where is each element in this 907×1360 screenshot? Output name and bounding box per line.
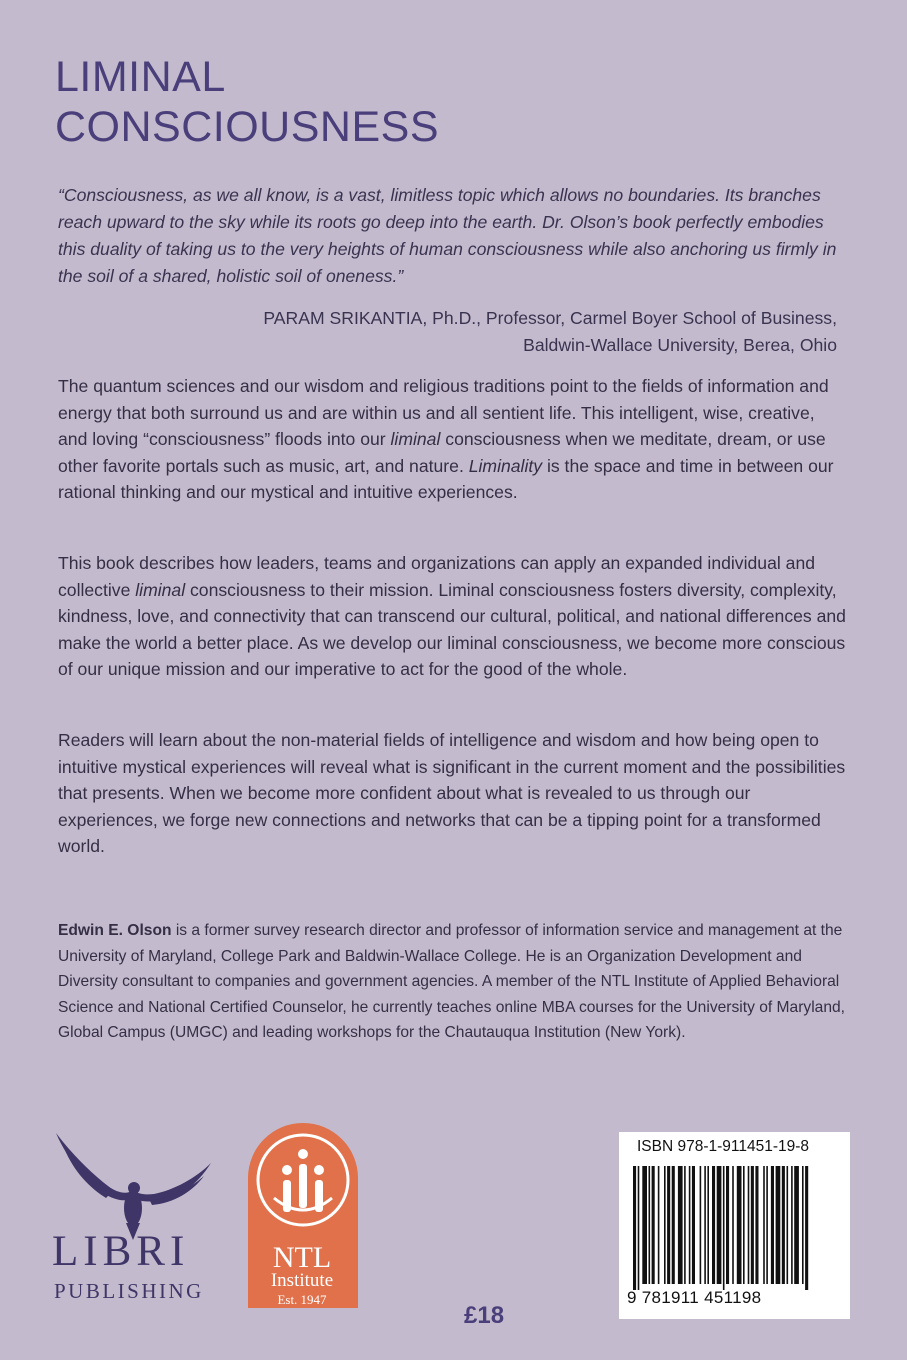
author-bio-text: is a former survey research director and professor of information service and management at the University of Maryland, College Park and Baldwin-Wallace College. He is an Organization Development and Diversity consultant to companies and government agencies. A member of the NTL Institute of Applied Behavioral Science and National Certified Counselor, he currently teaches online MBA courses for the University of Maryland, Global Campus (UMGC) and leading workshops for the Chautauqua Institution (New York). [58,922,846,1041]
publisher-subtitle: PUBLISHING [54,1279,204,1303]
barcode-bar [689,1166,691,1284]
barcode-bar [771,1166,774,1284]
barcode-bar [704,1166,706,1284]
barcode-bar [751,1166,754,1284]
barcode-bar [672,1166,675,1284]
publisher-name: LIBRI [52,1228,190,1275]
price: £18 [464,1302,505,1329]
barcode-bar [700,1166,702,1284]
barcode-bar [737,1166,742,1284]
barcode-bar [755,1166,758,1284]
barcode-bar [723,1166,725,1290]
p1-emphasis-liminal: liminal [390,429,441,449]
title-line-2: CONSCIOUSNESS [55,103,440,151]
isbn-barcode [619,1132,850,1319]
attribution-line-2: Baldwin-Wallace University, Berea, Ohio [523,335,837,355]
description-paragraph-2 [58,550,848,683]
barcode-bar [787,1166,789,1284]
barcode-bar [766,1166,768,1284]
description-paragraph-3: Readers will learn about the non-material fields of intelligence and wisdom and how being open to intuitive mystical experiences will reveal what is significant in the current moment and the possibilities that presents. When we become more confident about what is revealed to us through our experiences, we forge new connections and networks that can be a tipping point for a transformed world. [58,730,846,856]
description-paragraph-1 [58,373,848,506]
p1-text-c: is the space and time in between our rational thinking and our mystical and intuitive experiences. [58,455,834,502]
endorsement-quote: “Consciousness, as we all know, is a vast, limitless topic which allows no boundaries. Its branches reach upward to the sky while its roots go deep into the earth. Dr. Olson’s book perfectly embodies this duality of taking us to the very heights of human consciousness while also anchoring us firmly in the soil of a shared, holistic soil of oneness.” [58,185,837,286]
ntl-established: Est. 1947 [277,1292,327,1307]
barcode-bar [658,1166,660,1284]
quote-attribution [263,305,837,359]
barcode-bar [791,1166,793,1284]
barcode-bar [638,1166,640,1290]
title-line-1: LIMINAL [55,53,226,101]
author-name: Edwin E. Olson [58,922,172,939]
barcode-bar [748,1166,750,1284]
barcode-bar [717,1166,722,1284]
barcode-bar [732,1166,734,1284]
p2-text-b: consciousness to their mission. Liminal consciousness fosters diversity, complexity, kindness, love, and connectivity that can transcend our cultural, political, and national differences and make the world a better place. As we develop our liminal consciousness, we become more conscious of our unique mission and our imperative to act for the good of the whole. [58,579,846,679]
p2-text-a: This book describes how leaders, teams and organizations can apply an expanded individual and collective [58,553,816,600]
isbn-digits: 9 781911 451198 [627,1288,762,1307]
barcode-bar [707,1166,709,1284]
ntl-institute-label: Institute [270,1270,334,1291]
barcode-bar [633,1166,636,1290]
barcode-bar [776,1166,781,1284]
barcode-bar [805,1166,808,1290]
barcode-bar [667,1166,670,1284]
barcode-bar [794,1166,799,1284]
barcode-bar [712,1166,715,1284]
isbn-label: ISBN 978-1-911451-19-8 [637,1138,810,1155]
p1-emphasis-liminality: Liminality [468,455,543,476]
p1-text-b: consciousness when we meditate, dream, or use other favorite portals such as music, art, and nature. [58,429,826,476]
attribution-line-1: PARAM SRIKANTIA, Ph.D., Professor, Carmel Boyer School of Business, [263,308,837,328]
barcode-bar [642,1166,647,1284]
barcode-bar [726,1166,729,1284]
barcode-bar [743,1166,745,1284]
author-bio [58,918,848,1046]
barcode-bar [652,1166,655,1284]
barcode-bar [782,1166,785,1284]
barcode-bar [664,1166,666,1284]
p2-emphasis-liminal: liminal [135,579,186,600]
barcode-bar [678,1166,683,1284]
barcode-bar [763,1166,765,1284]
book-title [55,52,439,152]
ntl-name: NTL [272,1241,332,1274]
barcode-bar [802,1166,804,1284]
p1-text-a: The quantum sciences and our wisdom and religious traditions point to the fields of information and energy that both surround us and are within us and all sentient life. This intelligent, wise, creative, and loving “consciousness” floods into our [58,376,829,449]
barcode-bar [684,1166,686,1284]
barcode-bar [692,1166,695,1284]
barcode-bar [649,1166,651,1284]
